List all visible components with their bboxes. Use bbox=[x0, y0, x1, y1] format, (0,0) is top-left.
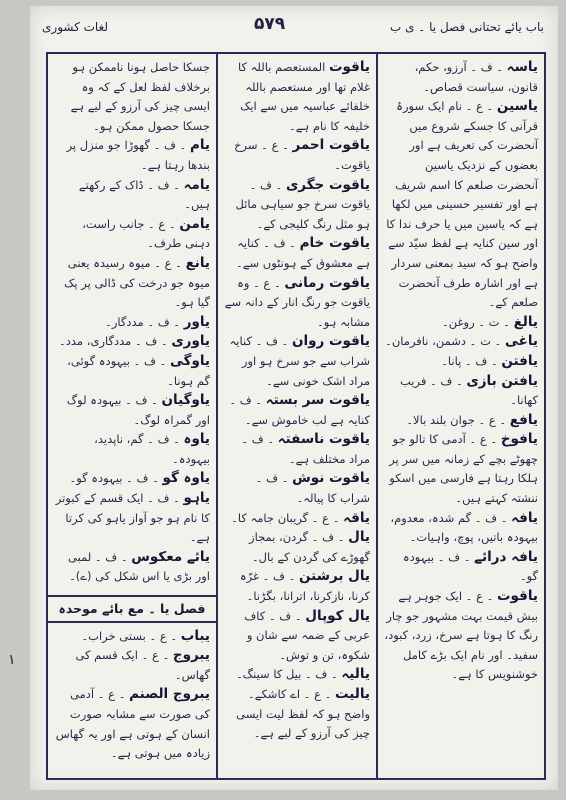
entry-definition: ۔ ف ۔ آرزو، حکم، قانون، سیاست قصاص۔ bbox=[414, 60, 538, 94]
dictionary-entry bbox=[224, 234, 370, 273]
page-number: ۵۷۹ bbox=[254, 14, 286, 34]
dictionary-entry bbox=[224, 528, 370, 567]
dictionary-entry bbox=[224, 509, 370, 529]
dictionary-entry bbox=[54, 548, 210, 587]
entry-definition: ۔ ف ۔ کنایہ ہے معشوق کے ہونٹوں سے۔ bbox=[236, 236, 370, 270]
entry-headword: یام bbox=[189, 137, 210, 154]
entry-definition: ۔ ع ۔ آدمی کی صورت سے مشابہ صورت انسان کے ہوتی ہے اور یہ گھاس زیادہ میں ہوتی ہے۔ bbox=[55, 687, 210, 761]
entry-headword: یاقوت bbox=[496, 588, 538, 605]
entry-headword: یاقوت bbox=[328, 59, 370, 75]
entry-headword: یبروج bbox=[172, 647, 210, 664]
entry-headword: یاوگی bbox=[169, 352, 210, 369]
entry-headword: یاسہ bbox=[506, 59, 538, 75]
dictionary-entry bbox=[224, 176, 370, 235]
entry-headword: یاقوت روان bbox=[291, 333, 370, 350]
entry-definition: ۔ ف ۔ کنایہ شراب سے جو سرخ ہو اور مراد اشک خونی سے۔ bbox=[229, 334, 370, 388]
entry-headword: یافتن بازی bbox=[466, 372, 538, 389]
dictionary-entry bbox=[224, 665, 370, 685]
entry-definition: ۔ ع ۔ جانب راست، دہنی طرف۔ bbox=[82, 216, 210, 251]
dictionary-entry bbox=[54, 646, 210, 685]
entry-definition: ۔ ت ۔ دشمن، نافرمان۔ bbox=[385, 334, 505, 349]
entry-headword: یاقوت جگری bbox=[285, 176, 370, 193]
entry-headword: یاغی bbox=[504, 333, 538, 350]
entry-definition: ۔ ع ۔ آدمی کا تالو جو چھوٹے بچے کے زمانہ میں سر پر ہلکا رہتا ہے فارسی میں اسکو ننشتہ کہتے ہیں۔ bbox=[389, 432, 538, 506]
dictionary-entry bbox=[384, 430, 538, 508]
entry-definition: ۔ ع ۔ اے کاشکے۔ واضح ہو کہ لفظ لیت ایسی چیز کی آرزو کے لیے ہے۔ bbox=[236, 687, 370, 741]
dictionary-entry bbox=[384, 352, 538, 372]
dictionary-entry bbox=[54, 489, 210, 548]
dictionary-entry bbox=[54, 215, 210, 254]
dictionary-entry bbox=[384, 587, 538, 685]
entry-headword: یافتن bbox=[501, 352, 538, 369]
entry-definition: ۔ ف ۔ شراب کا پیالہ۔ bbox=[255, 471, 370, 506]
entry-definition: ۔ ف ۔ ایک قسم کے کبوتر کا نام ہو جو آواز یاہو کی کرتا ہے۔ bbox=[55, 491, 210, 545]
dictionary-entry bbox=[224, 607, 370, 666]
dictionary-entry bbox=[224, 391, 370, 430]
dictionary-entry bbox=[384, 313, 538, 333]
dictionary-entry bbox=[224, 469, 370, 508]
entry-headword: یامہ bbox=[183, 176, 210, 193]
entry-headword: یبروج الصنم bbox=[129, 686, 210, 703]
entry-definition: ۔ ف ۔ مددگار۔ bbox=[105, 314, 184, 329]
dictionary-entry bbox=[384, 58, 538, 97]
dictionary-page bbox=[30, 6, 558, 790]
running-head-chapter: باب یائے تحتانی فصل یا ۔ ی ب bbox=[389, 20, 544, 34]
entry-definition: جسکا حاصل ہونا ناممکن ہو برخلاف لفظ لعل کے کہ وہ ایسی چیز کی آرزو کے لیے ہے جسکا حصول ممکن ہو۔ bbox=[70, 60, 210, 133]
dictionary-entry bbox=[224, 685, 370, 744]
dictionary-entry bbox=[384, 548, 538, 587]
entry-definition: ۔ ع ۔ گریبان جامہ کا۔ bbox=[231, 510, 344, 525]
dictionary-entry bbox=[54, 313, 210, 333]
dictionary-entry bbox=[54, 58, 210, 136]
entry-definition: ۔ ع ۔ بستی خراب۔ bbox=[81, 628, 181, 643]
entry-headword: یانع bbox=[185, 254, 210, 271]
entry-headword: یاقوت نوش bbox=[292, 470, 370, 487]
entry-definition: ۔ ع ۔ سرخ یاقوت۔ bbox=[234, 138, 370, 172]
dictionary-entry bbox=[54, 391, 210, 430]
entry-headword: یافہ درائے bbox=[474, 548, 538, 565]
entry-definition: ۔ ع ۔ ایک جوہر ہے بیش قیمت بہت مشہور جو چار رنگ کا ہوتا ہے سرخ، زرد، کبود، سفید۔ اور نام ایک بڑے کامل خوشنویس کا ہے۔ bbox=[384, 589, 538, 682]
dictionary-entry bbox=[384, 332, 538, 352]
entry-definition: ۔ ف ۔ پانا۔ bbox=[441, 353, 502, 368]
entry-headword: یافہ bbox=[511, 509, 538, 526]
entry-definition: ۔ ع ۔ ایک قسم کی گھاس۔ bbox=[75, 648, 210, 682]
dictionary-entry bbox=[384, 372, 538, 411]
entry-headword: یالیہ bbox=[341, 666, 370, 683]
entry-headword: یاقہ bbox=[343, 509, 370, 526]
entry-definition: ۔ ف ۔ کاف عربی کے ضمہ سے شان و شکوہ، تن و توش۔ bbox=[244, 608, 370, 662]
entry-headword: یاقوت رمانی bbox=[284, 274, 370, 291]
entry-definition: المستعصم باللہ کا غلام تھا اور مستعصم باللہ خلفائے عباسیہ میں سے ایک خلیفہ کا نام ہے۔ bbox=[238, 60, 370, 133]
dictionary-entry bbox=[54, 627, 210, 647]
entry-definition: ۔ ت ۔ روغن۔ bbox=[442, 314, 514, 329]
dictionary-entry bbox=[224, 136, 370, 175]
column-left bbox=[48, 54, 216, 778]
dictionary-entry bbox=[384, 411, 538, 431]
entry-headword: یاوگیان bbox=[161, 392, 210, 409]
entry-headword: یاوری bbox=[171, 333, 210, 350]
entry-headword: یاور bbox=[183, 313, 210, 330]
entry-definition: ۔ ف ۔ گم شدہ، معدوم، بیہودہ باتیں، پوچ، واہیات۔ bbox=[390, 510, 538, 545]
entry-headword: یاقوت سر بستہ bbox=[265, 392, 370, 409]
entry-definition: ۔ ف ۔ گھوڑا جو منزل پر بندھا رہتا ہے۔ bbox=[66, 138, 210, 172]
entry-headword: یاقوت خام bbox=[299, 235, 370, 252]
entry-definition: ۔ ف ۔ لمبی اور بڑی یا اس شکل کی (ے)۔ bbox=[68, 549, 210, 584]
entry-definition: ۔ ع ۔ میوہ رسیدہ یعنی میوہ جو درخت کی ڈالی پر پک گیا ہو۔ bbox=[64, 255, 210, 310]
page-header bbox=[30, 10, 558, 44]
dictionary-entry bbox=[384, 509, 538, 548]
entry-definition: ۔ ف ۔ غرّہ کرنا، نازکرنا، اترانا، بگڑنا۔ bbox=[239, 569, 370, 604]
entry-headword: یاوہ گو bbox=[162, 470, 210, 487]
dictionary-entry bbox=[54, 469, 210, 489]
dictionary-entry bbox=[384, 97, 538, 313]
entry-headword: یالغ bbox=[513, 313, 538, 330]
entry-definition: ۔ ع ۔ جوان بلند بالا۔ bbox=[406, 412, 510, 427]
entry-headword: یاقوت احمر bbox=[292, 137, 370, 154]
entry-definition: ۔ ف ۔ بیہودہ گوئی، گم ہونا۔ bbox=[67, 353, 210, 388]
entry-definition: ۔ ف ۔ کنایہ ہے لب خاموش سے۔ bbox=[229, 393, 370, 427]
entry-headword: یاقوت ناسفتہ bbox=[277, 431, 370, 448]
running-head-title: لغات کشوری bbox=[42, 20, 109, 34]
text-frame bbox=[46, 52, 546, 780]
dictionary-entry bbox=[54, 352, 210, 391]
entry-definition: ۔ ف ۔ یاقوت سرخ جو سیاہی مائل ہو مثل رنگ کلیجی کے۔ bbox=[235, 177, 370, 231]
entry-definition: ۔ ف ۔ گم، ناپدید، بیہودہ۔ bbox=[94, 432, 210, 466]
entry-headword: یال bbox=[348, 529, 370, 546]
entry-headword: یباب bbox=[180, 627, 210, 644]
entry-headword: یافوخ bbox=[500, 431, 538, 448]
margin-note: ۱ bbox=[8, 652, 16, 668]
entry-definition: ۔ ف ۔ بیہودہ گو۔ bbox=[402, 549, 538, 584]
section-heading: فصل یا ۔ مع بائے موحدہ bbox=[48, 595, 216, 623]
entry-headword: یافع bbox=[509, 411, 538, 428]
dictionary-entry bbox=[54, 685, 210, 763]
entry-headword: یاوہ bbox=[183, 431, 210, 448]
dictionary-entry bbox=[54, 332, 210, 352]
dictionary-entry bbox=[224, 567, 370, 606]
dictionary-entry bbox=[54, 430, 210, 469]
entry-headword: یال برشتن bbox=[299, 568, 370, 585]
dictionary-entry bbox=[54, 254, 210, 313]
entry-definition: ۔ ف ۔ بیل کا سینگ۔ bbox=[236, 667, 342, 682]
entry-definition: ۔ ع ۔ نام ایک سورۂ قرآنی کا جسکے شروع میں آنحضرت کی تعریف ہے اور بعضوں کے نزدیک یاسین آنحضرت صلعم کا اسم شریف ہے اور تفسیر حسینی میں لکھا ہے کہ یاسین میں یا حرف ندا کا اور سین کنایہ ہے لفظ سیّد سے واضح ہو کہ سید بمعنی سردار ہے اور اشارہ طرف آنحضرت صلعم کے۔ bbox=[386, 99, 538, 310]
entry-definition: ۔ ف ۔ فریب کھانا۔ bbox=[400, 373, 538, 408]
entry-definition: ۔ ف ۔ مددگاری، مدد۔ bbox=[59, 334, 172, 349]
dictionary-entry bbox=[54, 176, 210, 215]
entry-definition: ۔ ف ۔ مراد مختلف ہے۔ bbox=[241, 432, 370, 466]
entry-definition: ۔ ع ۔ وہ یاقوت جو رنگ انار کے دانہ سے مشابہ ہو۔ bbox=[224, 275, 370, 329]
entry-headword: یاسین bbox=[496, 98, 538, 115]
entry-headword: یاہو bbox=[183, 490, 210, 507]
entry-definition: ۔ ف ۔ بیہودہ لوگ اور گمراہ لوگ۔ bbox=[66, 393, 210, 427]
entry-headword: یالیت bbox=[334, 686, 370, 702]
dictionary-entry bbox=[54, 136, 210, 175]
dictionary-entry bbox=[224, 274, 370, 333]
entry-headword: یامن bbox=[179, 215, 210, 232]
entry-headword: یال کوپال bbox=[305, 607, 370, 624]
entry-headword: یائے معکوس bbox=[131, 548, 210, 565]
dictionary-entry bbox=[224, 332, 370, 391]
dictionary-entry bbox=[224, 430, 370, 469]
column-middle bbox=[216, 54, 376, 778]
dictionary-entry bbox=[224, 58, 370, 136]
column-right bbox=[376, 54, 544, 778]
entry-definition: ۔ ف ۔ ڈاک کے رکھتے ہیں۔ bbox=[78, 177, 210, 212]
entry-definition: ۔ ف ۔ گردن، بمجاز گھوڑے کی گردن کے بال۔ bbox=[249, 530, 370, 564]
entry-definition: ۔ ف ۔ بیہودہ گو۔ bbox=[69, 471, 163, 486]
